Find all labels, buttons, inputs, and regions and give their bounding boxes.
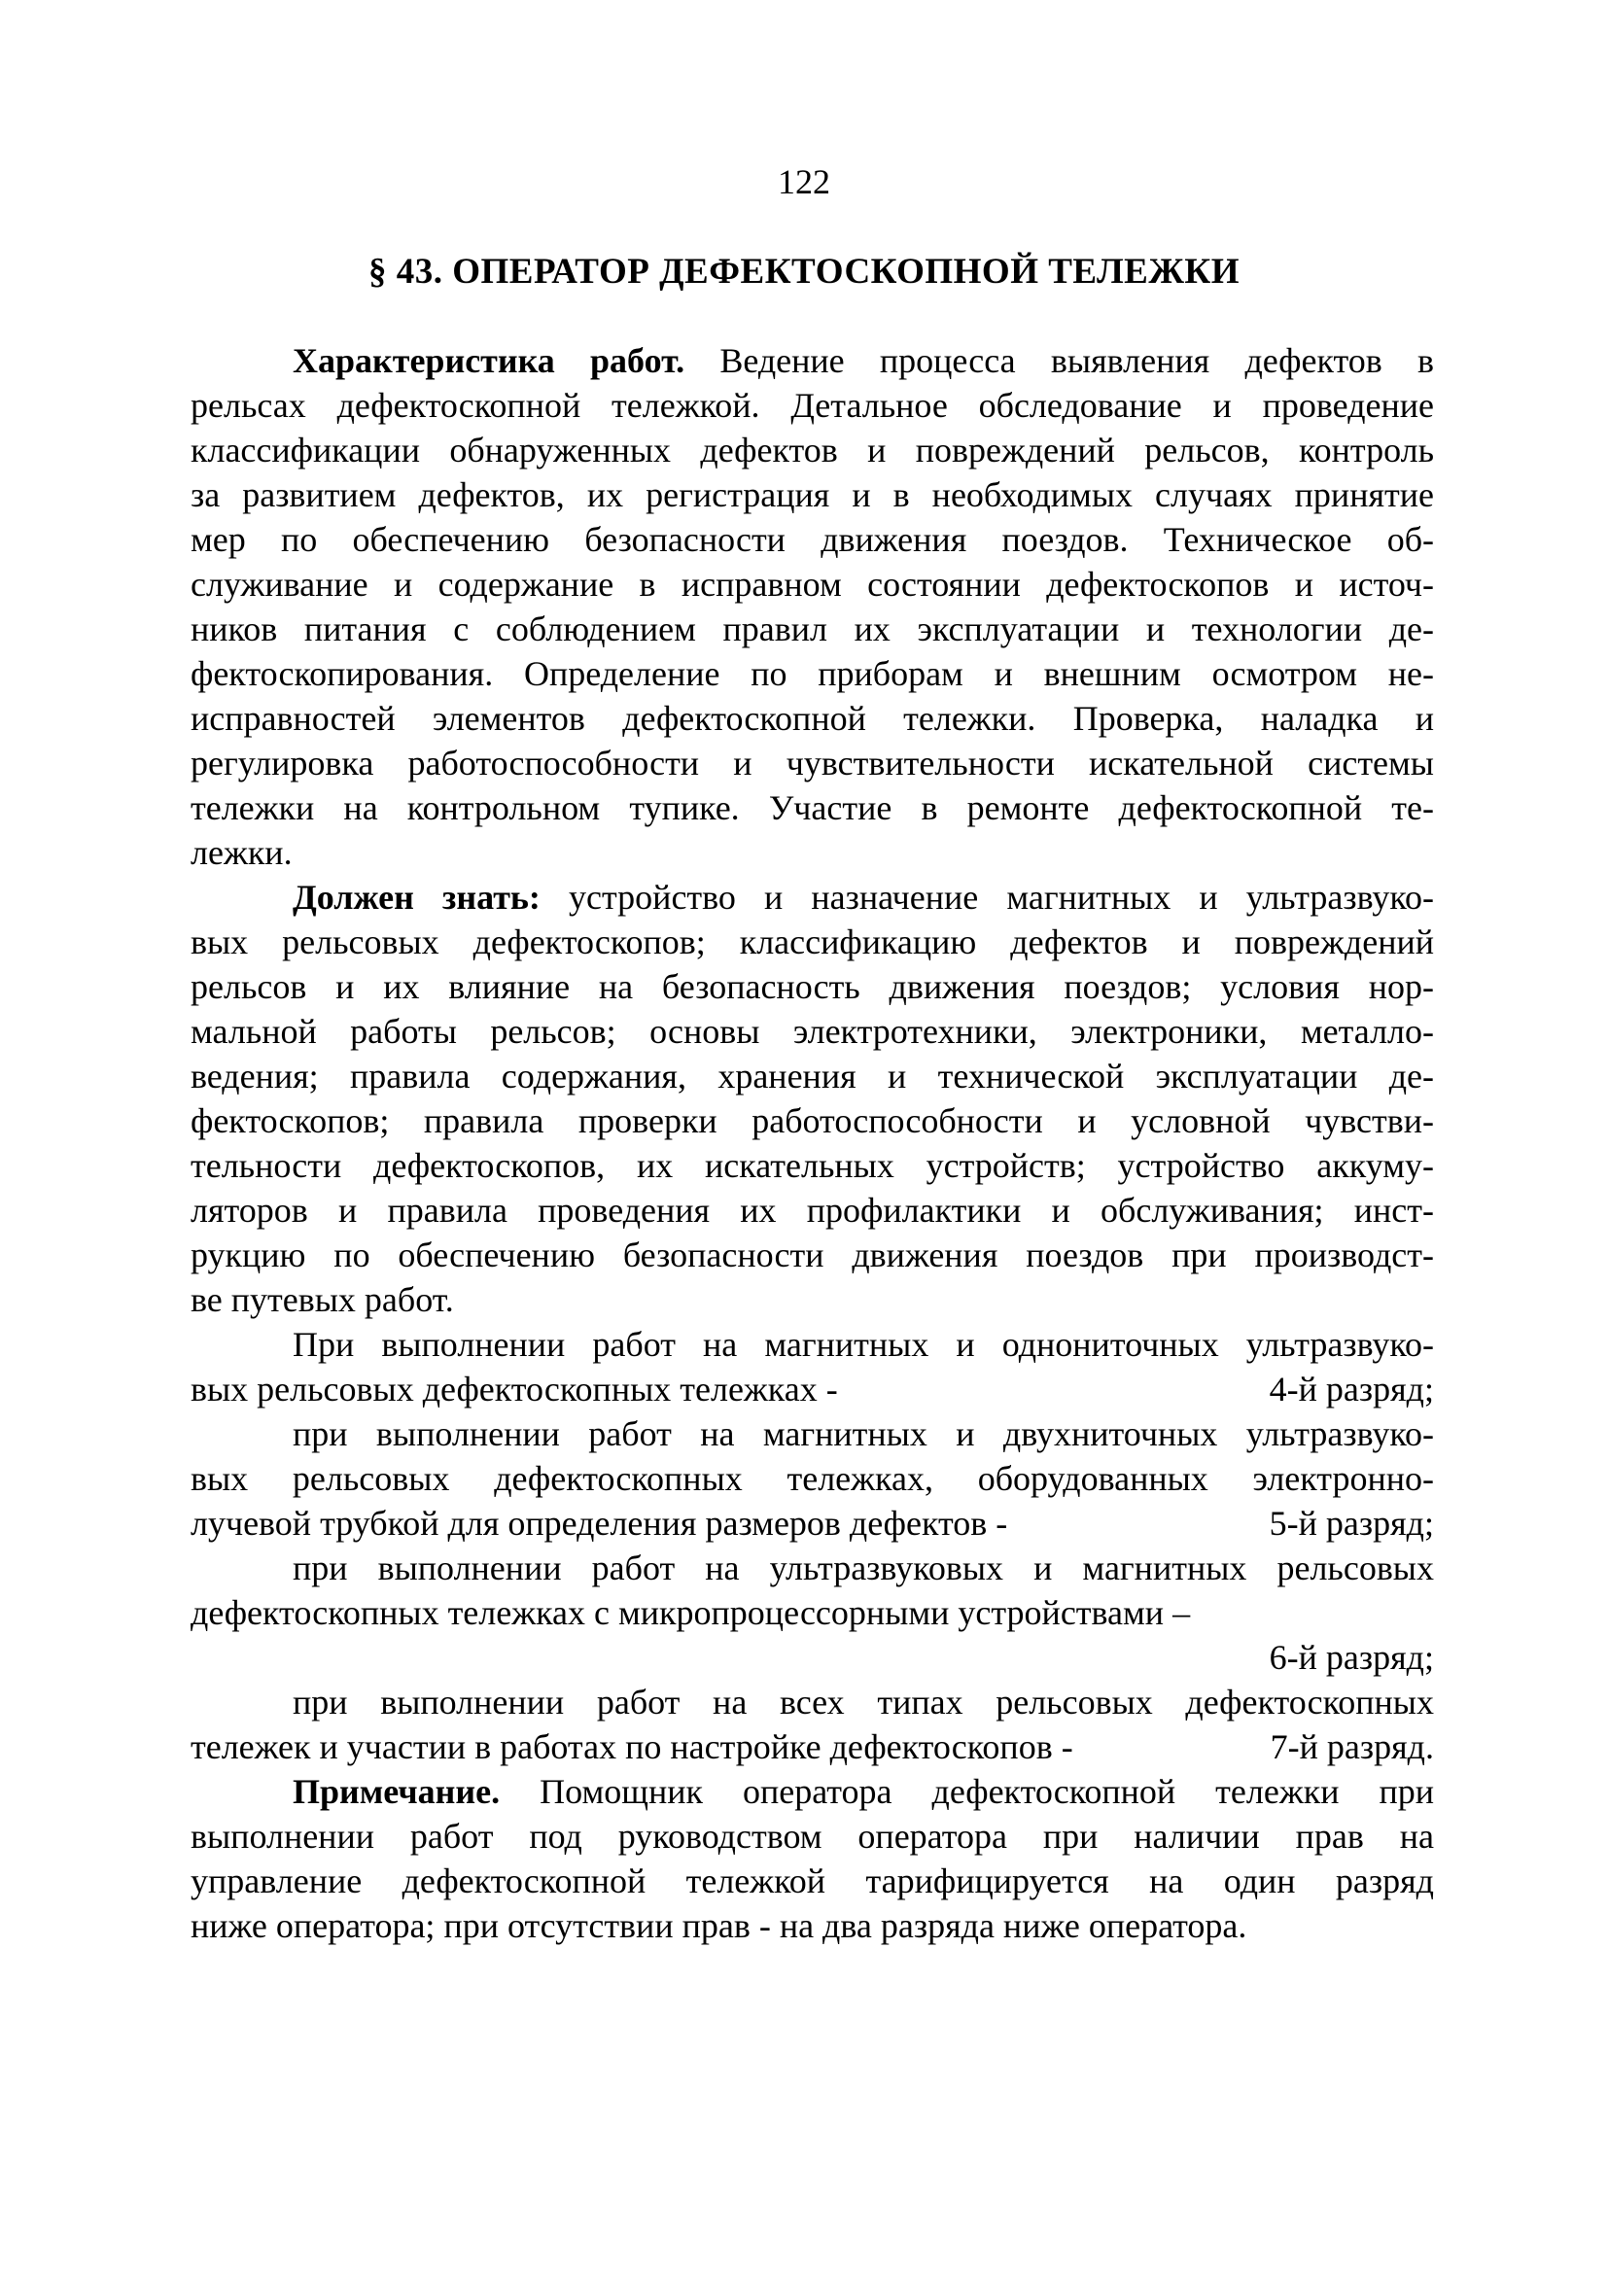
text-line xyxy=(191,1054,1434,1098)
paragraph-lead: Примечание. xyxy=(293,1772,501,1811)
text-line xyxy=(191,785,1434,830)
text-line xyxy=(191,1367,1434,1411)
line-text: служивание и содержание в исправном состоянии дефектоскопов и источ- xyxy=(191,565,1434,604)
paragraph xyxy=(191,338,1434,875)
line-text: фектоскопов; правила проверки работоспособности и условной чувстви- xyxy=(191,1101,1434,1140)
line-text: мальной работы рельсов; основы электротехники, электроники, металло- xyxy=(191,1012,1434,1051)
line-text: при выполнении работ на всех типах рельсовых дефектоскопных xyxy=(293,1683,1434,1722)
text-line xyxy=(191,1769,1434,1814)
line-text: тележки на контрольном тупике. Участие в ремонте дефектоскопной те- xyxy=(191,788,1434,827)
text-line xyxy=(191,338,1434,383)
text-line xyxy=(191,1635,1434,1680)
grade-label: 4-й разряд; xyxy=(1269,1370,1434,1409)
line-text: исправностей элементов дефектоскопной тележки. Проверка, наладка и xyxy=(191,699,1434,738)
text-line xyxy=(191,1724,1434,1769)
line-text: ников питания с соблюдением правил их эксплуатации и технологии де- xyxy=(191,609,1434,648)
paragraph xyxy=(191,1635,1434,1680)
text-line xyxy=(191,1277,1434,1322)
text-line xyxy=(191,1680,1434,1724)
section-title: § 43. ОПЕРАТОР ДЕФЕКТОСКОПНОЙ ТЕЛЕЖКИ xyxy=(367,252,1241,292)
line-text: управление дефектоскопной тележкой тарифицируется на один разряд xyxy=(191,1861,1434,1900)
text-line xyxy=(191,1411,1434,1456)
line-text: вых рельсовых дефектоскопов; классификацию дефектов и повреждений xyxy=(191,922,1434,961)
page-number: 122 xyxy=(778,162,830,201)
text-line xyxy=(191,830,1434,875)
grade-label: 6-й разряд; xyxy=(1269,1638,1434,1677)
line-text: ве путевых работ. xyxy=(191,1280,454,1319)
line-text: вых рельсовых дефектоскопных тележках, оборудованных электронно- xyxy=(191,1459,1434,1498)
text-line xyxy=(191,472,1434,517)
text-line xyxy=(191,1814,1434,1859)
line-text: ляторов и правила проведения их профилактики и обслуживания; инст- xyxy=(191,1191,1434,1230)
line-text: при выполнении работ на магнитных и двухниточных ультразвуко- xyxy=(293,1414,1434,1453)
line-text: ведения; правила содержания, хранения и технической эксплуатации де- xyxy=(191,1057,1434,1096)
paragraph-lead: Должен знать: xyxy=(293,878,541,917)
line-text: тележек и участии в работах по настройке дефектоскопов - xyxy=(191,1727,1073,1766)
line-text: дефектоскопных тележках с микропроцессорными устройствами – xyxy=(191,1593,1191,1632)
text-line xyxy=(191,1009,1434,1054)
text-line xyxy=(191,1501,1434,1546)
line-text: Помощник оператора дефектоскопной тележки при xyxy=(500,1772,1434,1811)
text-line xyxy=(191,875,1434,920)
text-line xyxy=(191,1859,1434,1903)
text-line xyxy=(191,517,1434,562)
line-text: при выполнении работ на ультразвуковых и магнитных рельсовых xyxy=(293,1548,1434,1587)
line-text: за развитием дефектов, их регистрация и в необходимых случаях принятие xyxy=(191,475,1434,514)
line-text: тельности дефектоскопов, их искательных устройств; устройство аккуму- xyxy=(191,1146,1434,1185)
line-text: При выполнении работ на магнитных и однониточных ультразвуко- xyxy=(293,1325,1434,1364)
line-text: фектоскопирования. Определение по приборам и внешним осмотром не- xyxy=(191,654,1434,693)
paragraph xyxy=(191,1769,1434,1948)
line-text: устройство и назначение магнитных и ультразвуко- xyxy=(540,878,1434,917)
paragraph xyxy=(191,1546,1434,1635)
text-line xyxy=(191,651,1434,696)
paragraph-lead: Характеристика работ. xyxy=(293,341,685,380)
grade-label: 7-й разряд. xyxy=(1270,1727,1434,1766)
line-text: лежки. xyxy=(191,833,293,872)
line-text: рукцию по обеспечению безопасности движения поездов при производст- xyxy=(191,1235,1434,1274)
line-text: классификации обнаруженных дефектов и повреждений рельсов, контроль xyxy=(191,431,1434,470)
text-line xyxy=(191,607,1434,651)
text-line xyxy=(191,1143,1434,1188)
line-text: регулировка работоспособности и чувствительности искательной системы xyxy=(191,744,1434,783)
text-line xyxy=(191,1546,1434,1590)
line-text: выполнении работ под руководством оператора при наличии прав на xyxy=(191,1817,1434,1856)
text-line xyxy=(191,920,1434,964)
text-line xyxy=(191,1456,1434,1501)
line-text: вых рельсовых дефектоскопных тележках - xyxy=(191,1370,838,1409)
line-text: лучевой трубкой для определения размеров дефектов - xyxy=(191,1504,1008,1543)
text-line xyxy=(191,696,1434,741)
line-text: рельсов и их влияние на безопасность движения поездов; условия нор- xyxy=(191,967,1434,1006)
text-line xyxy=(191,1098,1434,1143)
text-line xyxy=(191,964,1434,1009)
text-line xyxy=(191,1903,1434,1948)
line-text: ниже оператора; при отсутствии прав - на два разряда ниже оператора. xyxy=(191,1906,1247,1945)
text-line xyxy=(191,562,1434,607)
line-text: мер по обеспечению безопасности движения поездов. Техническое об- xyxy=(191,520,1434,559)
grade-label: 5-й разряд; xyxy=(1269,1504,1434,1543)
text-line xyxy=(191,1233,1434,1277)
paragraph xyxy=(191,1411,1434,1546)
text-line xyxy=(191,1188,1434,1233)
line-text: Ведение процесса выявления дефектов в xyxy=(684,341,1434,380)
text-line xyxy=(191,741,1434,785)
text-line xyxy=(191,1590,1434,1635)
paragraph xyxy=(191,1680,1434,1769)
paragraph xyxy=(191,1322,1434,1411)
text-line xyxy=(191,383,1434,428)
line-text: рельсах дефектоскопной тележкой. Детальное обследование и проведение xyxy=(191,386,1434,425)
text-line xyxy=(191,1322,1434,1367)
document-body xyxy=(191,338,1434,1948)
paragraph xyxy=(191,875,1434,1322)
text-line xyxy=(191,428,1434,472)
